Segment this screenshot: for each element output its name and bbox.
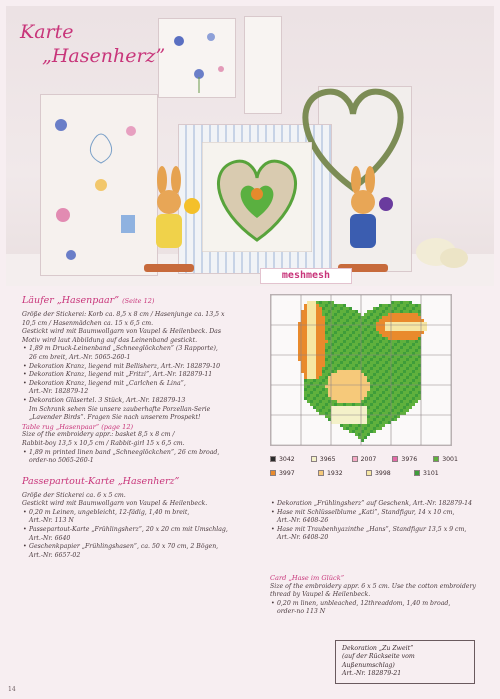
color-code: 1932 (327, 469, 343, 477)
decoration-note-box (335, 640, 475, 684)
page-number: 14 (8, 686, 16, 693)
color-code: 3001 (442, 455, 458, 463)
legend-item (311, 456, 348, 463)
legend-item (318, 470, 362, 477)
color-code: 3042 (279, 455, 295, 463)
legend-item (366, 470, 410, 477)
color-code: 3965 (319, 455, 336, 463)
left-column (22, 295, 252, 560)
s1-bullet-cont: Im Schrank sehen Sie unsere zauberhafte Porzellan-Serie (29, 405, 211, 413)
color-swatch (414, 470, 420, 476)
color-swatch (366, 470, 372, 476)
color-swatch (270, 470, 276, 476)
color-swatch (433, 456, 439, 462)
card-title-line2: „Hasenherz” (42, 45, 166, 67)
section1-en-heading: Table rug „Hasenpaar” (page 12) (22, 422, 134, 431)
rabbit-figure-boy-icon (328, 166, 398, 276)
right-column-en (270, 574, 480, 617)
s3-bullet-cont: Art.-Nr. 6408-20 (277, 534, 329, 542)
color-swatch (392, 456, 398, 462)
color-legend (270, 452, 470, 480)
s3-bullet-cont: Art.-Nr. 6408-26 (277, 517, 329, 525)
legend-item (392, 456, 429, 463)
s2-bullet: • 0,20 m Leinen, ungebleicht, 12-fädig, 1,40 m breit, (22, 509, 252, 518)
color-swatch (352, 456, 358, 462)
s1en-line: Size of the embroidery appr.: basket 8,5 x 8 cm / (22, 431, 175, 439)
s3en-bullet: • 0,20 m linen, unbleached, 12threaddom, 1,40 m broad, (270, 600, 480, 609)
s1-bullet-cont: 26 cm breit, Art.-Nr. 5065-260-1 (29, 353, 131, 361)
card-title-line1: Karte (20, 21, 74, 43)
color-swatch (270, 456, 276, 462)
s3en-line: thread by Vaupel & Heilenbeck. (270, 591, 371, 599)
hyacinth-flowers-icon (414, 232, 470, 272)
flower-pattern-icon (159, 19, 237, 99)
s1-bullet: • Dekoration Kranz, liegend mit Bellisherz, Art.-Nr. 182879-10 (22, 363, 252, 372)
gift-box-flowers (158, 18, 236, 98)
s1-bullet-cont: „Lavender Birds”. Fragen Sie nach unserem Prospekt! (29, 414, 201, 422)
s1-line: 10,5 cm / Hasenmädchen ca. 15 x 6,5 cm. (22, 319, 154, 327)
legend-item (270, 456, 307, 463)
note-line: Dekoration „Zu Zweit” (342, 645, 414, 652)
heart-card-icon (202, 142, 312, 252)
color-code: 3101 (423, 469, 439, 477)
legend-item (270, 470, 314, 477)
cross-stitch-pattern (270, 294, 452, 446)
card-title (20, 20, 165, 68)
s1en-line: Rabbit-boy 13,5 x 10,5 cm / Rabbit-girl 15 x 6,5 cm. (22, 439, 185, 447)
s1-line: Gestickt wird mit Baumwollgarn von Vaupel & Heilenbeck. Das (22, 328, 222, 336)
s3-bullet: • Hase mit Traubenhyazinthe „Hans”, Standfigur 13,5 x 9 cm, (270, 526, 485, 535)
cross-stitch-grid-icon (271, 295, 451, 445)
legend-row-1 (270, 452, 470, 466)
s2-bullet: • Passepartout-Karte „Frühlingsherz”, 20 x 20 cm mit Umschlag, (22, 526, 252, 535)
s2-bullet-cont: Art.-Nr. 6640 (29, 534, 71, 542)
s1-bullet: • Dekoration Gläsertel. 3 Stück, Art.-Nr. 182879-13 (22, 397, 252, 406)
s2-line: Gestickt wird mit Baumwollgarn von Vaupel & Heilenbeck. (22, 500, 208, 508)
s2-bullet: • Geschenkpapier „Frühlingshasen”, ca. 50 x 70 cm, 2 Bögen, (22, 543, 252, 552)
s3en-bullet-cont: order-no 113 N (277, 608, 326, 616)
section1-heading (22, 295, 252, 307)
s3-bullet: • Hase mit Schlüsselblume „Kati”, Standfigur, 14 x 10 cm, (270, 509, 485, 518)
watermark-sticker: meshmesh (260, 268, 352, 284)
gift-box-tall (244, 16, 282, 114)
legend-item (414, 470, 458, 477)
s2-line: Größe der Stickerei ca. 6 x 5 cm. (22, 491, 126, 499)
rabbit-figure-girl-icon (134, 166, 204, 276)
product-photo (6, 6, 494, 286)
s3en-line: Size of the embroidery appr. 6 x 5 cm. Use the cotton embroidery (270, 582, 476, 590)
s1-bullet: • Dekoration Kranz, liegend mit „Fritzi”, Art.-Nr. 182879-11 (22, 371, 252, 380)
s1-bullet: • Dekoration Kranz, liegend mit „Carlchen & Lina”, (22, 380, 252, 389)
section1-title: Läufer „Hasenpaar” (22, 295, 120, 306)
color-swatch (318, 470, 324, 476)
note-line: (auf der Rückseite vom Außenumschlag) (342, 653, 415, 669)
section1-page-ref: (Seite 12) (122, 297, 155, 305)
s2-bullet-cont: Art.-Nr. 6657-02 (29, 551, 81, 559)
section2-heading: Passepartout-Karte „Hasenherz” (22, 475, 180, 487)
color-code: 3976 (401, 455, 418, 463)
s1-bullet-cont: Art.-Nr. 182879-12 (29, 388, 89, 396)
legend-item (433, 456, 470, 463)
s1-bullet: • 1,89 m Druck-Leinenband „Schneeglöckchen” (3 Rapporte), (22, 345, 252, 354)
color-code: 3998 (375, 469, 391, 477)
color-code: 3997 (279, 469, 295, 477)
s1en-bullet: • 1,89 m printed linen band „Schneeglöckchen”, 26 cm broad, (22, 449, 252, 458)
note-line: Art.-Nr. 182879-21 (342, 670, 402, 678)
s1en-bullet-cont: order-no 5065-260-1 (29, 457, 94, 465)
s3-bullet: • Dekoration „Frühlingsherz” auf Geschenk, Art.-Nr. 182879-14 (270, 500, 485, 509)
s2-bullet-cont: Art.-Nr. 113 N (29, 517, 74, 525)
legend-row-2 (270, 466, 470, 480)
legend-item (352, 456, 389, 463)
s1-line: Motiv wird laut Abbildung auf das Leinenband gestickt. (22, 336, 198, 344)
color-code: 2007 (360, 455, 377, 463)
color-swatch (311, 456, 317, 462)
s1-line: Größe der Stickerei: Korb ca. 8,5 x 8 cm / Hasenjunge ca. 13,5 x (22, 311, 225, 318)
section3-en-heading: Card „Hase im Glück” (270, 574, 345, 582)
right-column-items (270, 500, 485, 543)
